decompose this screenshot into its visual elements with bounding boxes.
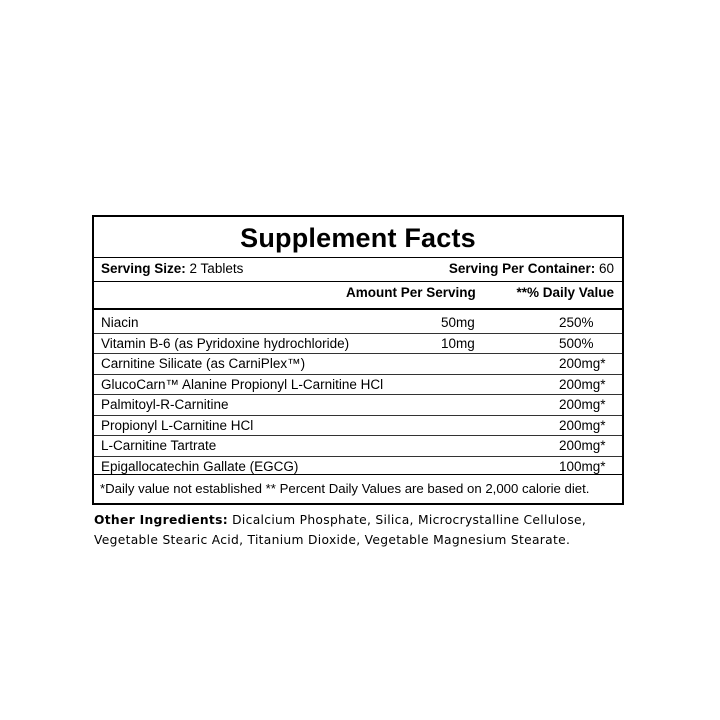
- header-divider: [94, 308, 622, 310]
- supplement-facts-panel: [92, 215, 624, 505]
- nutrient-name: GlucoCarn™ Alanine Propionyl L-Carnitine HCl: [101, 376, 384, 392]
- amount-per-serving-header: Amount Per Serving: [346, 285, 476, 300]
- row-divider: [94, 394, 622, 395]
- daily-value-header: **% Daily Value: [516, 285, 614, 300]
- row-divider: [94, 456, 622, 457]
- nutrient-name: Propionyl L-Carnitine HCl: [101, 417, 254, 433]
- nutrient-daily-value: 200mg*: [559, 417, 606, 433]
- nutrient-name: Vitamin B-6 (as Pyridoxine hydrochloride): [101, 335, 350, 351]
- serving-size: [101, 260, 243, 278]
- other-ingredients: [94, 510, 634, 550]
- servings-per-container-value: 60: [598, 261, 614, 276]
- nutrient-daily-value: 250%: [559, 315, 594, 330]
- nutrient-name: Epigallocatechin Gallate (EGCG): [101, 458, 299, 474]
- servings-per-container-label: Serving Per Container:: [448, 261, 596, 276]
- other-ingredients-text: Dicalcium Phosphate, Silica, Microcrystalline Cellulose, Vegetable Stearic Acid, Titanium Dioxide, Vegetable Magnesium Stearate.: [94, 513, 587, 547]
- nutrient-name: Palmitoyl-R-Carnitine: [101, 397, 229, 412]
- other-ingredients-label: Other Ingredients:: [94, 513, 228, 527]
- serving-divider: [94, 281, 622, 282]
- nutrient-amount: 50mg: [441, 315, 475, 330]
- nutrient-daily-value: 100mg*: [559, 458, 606, 474]
- row-divider: [94, 374, 622, 375]
- panel-title: Supplement Facts: [240, 223, 476, 253]
- footnote: *Daily value not established ** Percent Daily Values are based on 2,000 calorie diet.: [100, 481, 590, 496]
- servings-per-container: [449, 260, 614, 278]
- nutrient-daily-value: 200mg*: [559, 376, 606, 392]
- nutrient-name: L-Carnitine Tartrate: [101, 438, 217, 453]
- row-divider: [94, 415, 622, 416]
- footnote-divider: [94, 474, 622, 475]
- serving-size-value: 2 Tablets: [189, 261, 244, 276]
- row-divider: [94, 353, 622, 354]
- nutrient-daily-value: 200mg*: [559, 438, 606, 453]
- nutrient-name: Carnitine Silicate (as CarniPlex™): [101, 356, 306, 371]
- nutrient-amount: 10mg: [441, 335, 475, 351]
- row-divider: [94, 333, 622, 334]
- nutrient-name: Niacin: [101, 315, 139, 330]
- serving-size-label: Serving Size:: [101, 261, 186, 276]
- nutrient-daily-value: 200mg*: [559, 397, 606, 412]
- nutrient-daily-value: 500%: [559, 335, 594, 351]
- row-divider: [94, 435, 622, 436]
- nutrient-daily-value: 200mg*: [559, 356, 606, 371]
- title-divider: [94, 257, 622, 258]
